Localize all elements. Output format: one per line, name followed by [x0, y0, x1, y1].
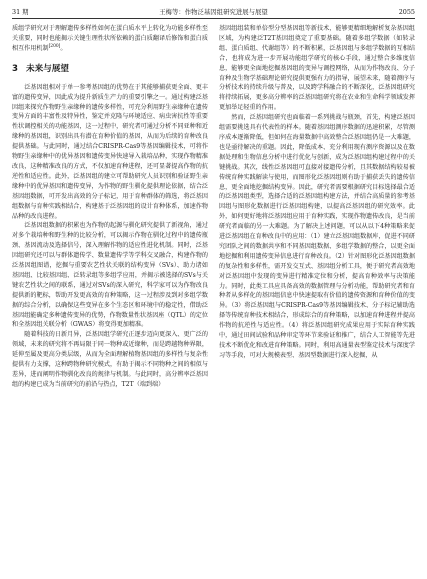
running-header [12, 6, 415, 19]
paragraph-continued: 基因组组装和单倍型分型基因组等新技术，能够更精细地解析复杂基因组区域，为构建泛T2T基因组奠定了重要基础。随着多组学数据（如转录组、蛋白质组、代谢组等）的不断积累，泛基因组与多组学数据的互相结合，也将成为进一步开展功能组学研究的核心手段，通过整合多维度信息，能够更全面地挖掘基因组的变异与调控网络，从而为作物改良、分子育种及生物学基础理论研究提供更强有力的指导，展望未来，随着测序与分析技术的持续升级与普及，以及跨学科融合的不断深化，泛基因组研究将持续拓展，更多高分辨率的泛基因组研究将在农业和生命科学领域发挥更加举足轻重的作用。 [219, 25, 415, 112]
paragraph-text: 质组学研究对于理解遗传多样性如何在蛋白质水平上转化为功能多样性至关重要，同时也能揭示关键生理性状所依赖的蛋白质翻译后修饰和蛋白质相互作用机制 [12, 25, 208, 52]
section-number: 3 [12, 63, 18, 74]
section-heading [12, 63, 208, 75]
paragraph: 泛基因组数据的积累也为作物的起源与驯化研究提供了新视角，通过对多个栽培种和野生种的比较分析，可以揭示作物在驯化过程中的遗传瓶颈、基因流动及选择信号，深入理解作物的适应性进化机制。同时，泛基因组研究还可以与群体遗传学、数量遗传学等学科交叉融合，构建作物的泛基因组图谱，挖掘与重要农艺性状关联的结构变异（SVs）、助力诸如基因组、比较基因组、泛转录组等多组学应用，并揭示被选择的SVs与关键农艺性状之间的联系，通过对SVs的深入研究，科学家可以为作物改良提供新的靶标，帮助开发更高效的育种策略，这一过程涉及到对多组学数据的综合分析，以确保这些变异在多个生态区和环境中的稳定性，借助泛基因组能确定多种遗传变异的优势，作物数量性状基因座（QTL）的定位和全基因组关联分析（GWAS）将变得更加精准。 [12, 222, 208, 329]
running-title: 王梅等：作物泛基因组研究进展与展望 [159, 8, 268, 16]
paragraph: 然而，泛基因组研究也面临着一系列挑战与瓶颈，首先，构建泛基因组需要挑选具有代表性的样本。随着基因组测序数据的迅速积累，尽管测序成本逐渐降低，但如何在海量数据中高效整合泛基因组仍是一大难题，也是亟待解决的重题。因此，降低成本、充分利用现有测序资源以及在数据处理和生物信息分析中进行优化与创新，成为泛基因组构建过程中的关键挑战。其次，线性泛基因组可直接对接遗传分析，且其数据结构较易被传统育种实践解读与使用，而图形化泛基因组则有助于捕获丢失的遗传信息，更全面地挖掘结构变异。因此，研究者需要根据研究目标选择最合适的泛基因组类型，选择合适的泛基因组构建方法，并结合高质量的参考基因组与图形化数据进行泛基因组构建，以提高泛基因组的研究效率。此外，如何更好地将泛基因组应用于育种实践，实现作物遗传改良，是当前研究者面临的另一大难题。为了解决上述问题，可以从以下4种策略来促进泛基因组在育种改良中的应用：（1）建立泛基因组数据库，促进不同研究团队之间的数据共享和不同基因组数据、多组学数据的整合，以更全面地挖掘和利用遗传变异信息进行育种改良。（2）针对图形化泛基因组数据的复杂性和多样性，需开发交互式、基因组分析工具，便于研究者高效地对泛基因组中发现的变异进行精准定位和分析，提高育种效率与决策能力。同时，此类工具应具备高效的数据管理与分析功能，帮助研究者和育种者从多样化的基因组信息中快速提取有价值的遗传资源和育种价值的变异。（3）将泛基因组与CRISPR-Cas9等基因编辑技术、分子标记辅助选择等传统育种技术相结合，形成综合的育种策略，以加速育种进程并提高作物的抗逆性与适应性。（4）将泛基因组研究成果应用于实际育种实践中，通过田间试验和品种审定等环节来验证和推广，结合人工智能等先进技术不断优化和改进育种策略。同时，利用高通量表型鉴定技术与深度学习等手段，可对大规模表型、基因型数据进行深入挖掘，从 [219, 114, 415, 359]
right-column [219, 24, 415, 572]
paragraph-end: 。 [60, 44, 67, 52]
left-column [12, 24, 208, 572]
issue-number: 31 期 [12, 8, 29, 16]
paragraph: 泛基因组相对于单一参考基因组的优势在于其能够捕获更全面、更丰富的遗传变异，因此成为提升新质生产力的重要引擎之一。通过构建泛基因组来探究作物野生亲缘种的遗传多样性，可充分利用野生亲缘种在遗传变异方面的丰富性及特异性，鉴定并克隆与环境适应、病虫害抗性等重要性状调控相关的功能基因，这一过程中，研究者可通过分析不同亚种和近缘种的基因组，识别出具有潜在育种价值的基因，从而为后续的育种改良提供基础。与此同时，通过结合CRISPR-Cas9等基因编辑技术，可将作物野生亲缘种中的优异基因和遗传变异快速导入栽培品种，实现作物精准改良，这种精准改良的方式，不仅加速育种进程，还可显著提高作物的抗逆性和适应性。此外，泛基因组的建立可帮助研究人员识别和验证野生亲缘种中的优异基因和遗传变异，为作物的野生驯化提供理论依据，结合泛基因组数据，可开发出高效的分子标记，用于育种群体的筛选，将泛基因组数据与育种实践相结合，构建基于泛基因组的设计育种体系，加速作物品种的改良进程。 [12, 83, 208, 220]
citation: [200] [48, 43, 61, 49]
section-title: 未来与展望 [25, 63, 69, 74]
page-number: 2055 [398, 8, 415, 16]
paragraph: 随着科技的日新月异，泛基因组学研究正逐步迈向更深入、更广泛的领域，未来的研究将不再局限于同一物种或近缘种，而是跨越物种界限，延伸至属及更高分类层级，从而为全面理解植物基因组的多样性与复杂性提供有力支撑，这种跨物种研究模式，有助于揭示不同物种之间的相似与差异，进而阐明作物驯化改良的规律与机制。与此同时，高分辨率泛基因组的构建已成为当前研究的前沿与热点，T2T（端到端） [12, 331, 208, 388]
paragraph-continued [12, 24, 208, 54]
